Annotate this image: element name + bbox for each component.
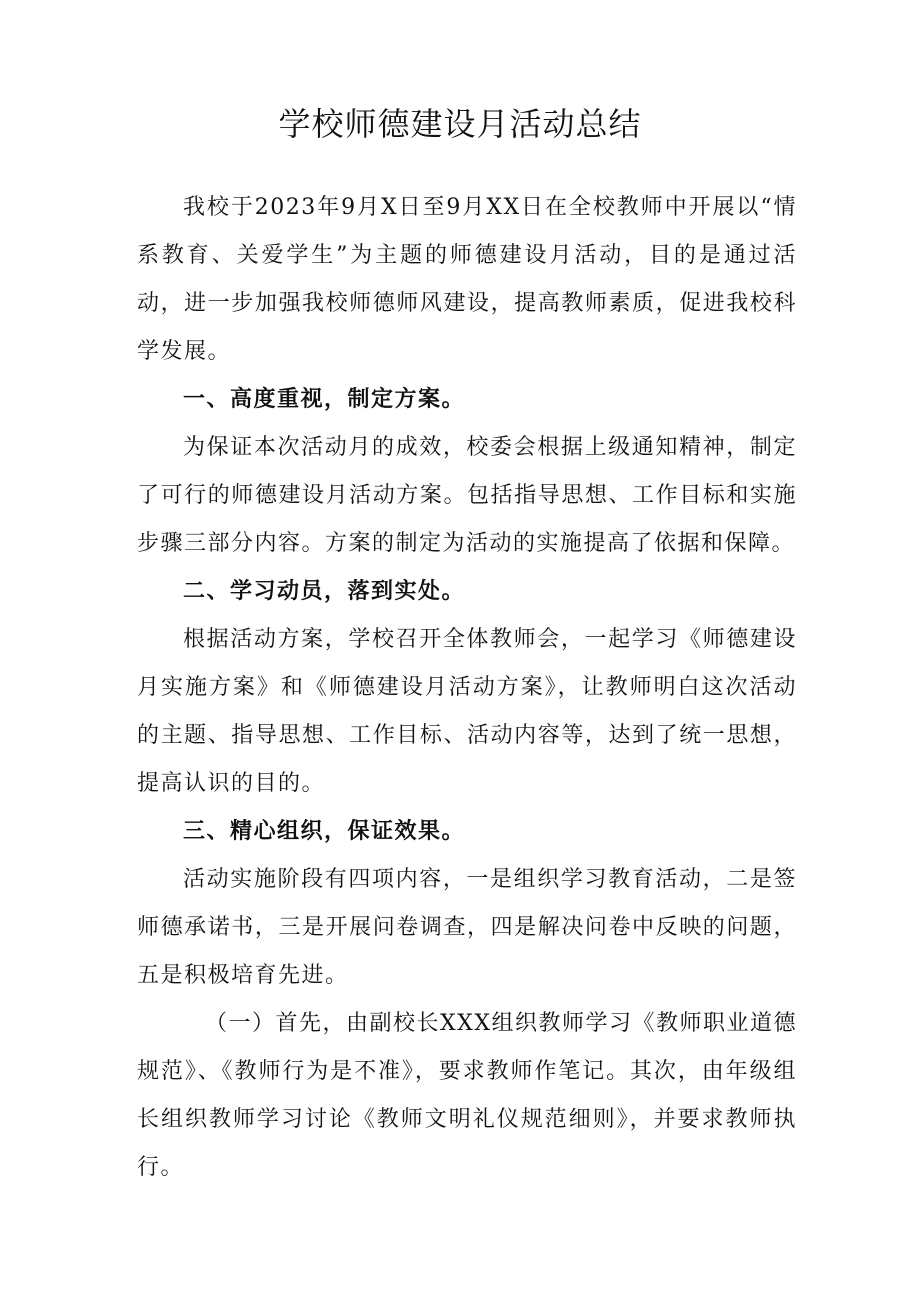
subsection-1-paragraph: （一）首先，由副校长XXX组织教师学习《教师职业道德规范》、《教师行为是不准》，要求教师作笔记。其次，由年级组长组织教师学习讨论《教师文明礼仪规范细则》，并要求教师执行。 (137, 1011, 797, 1180)
section-2-heading: 二、学习动员，落到实处。 (183, 579, 466, 604)
section-2-body: 根据活动方案，学校召开全体教师会，一起学习《师德建设月实施方案》和《师德建设月活动方案》，让教师明白这次活动的主题、指导思想、工作目标、活动内容等，达到了统一思想，提高认识的目的。 (137, 627, 797, 796)
section-3-body: 活动实施阶段有四项内容，一是组织学习教育活动，二是签师德承诺书，三是开展问卷调查，四是解决问卷中反映的问题，五是积极培育先进。 (137, 867, 797, 988)
section-1-body: 为保证本次活动月的成效，校委会根据上级通知精神，制定了可行的师德建设月活动方案。包括指导思想、工作目标和实施步骤三部分内容。方案的制定为活动的实施提高了依据和保障。 (137, 435, 797, 556)
document-body (137, 184, 797, 1192)
section-3-heading: 三、精心组织，保证效果。 (183, 819, 466, 844)
section-1-heading: 一、高度重视，制定方案。 (183, 387, 466, 412)
intro-paragraph: 我校于2023年9月X日至9月XX日在全校教师中开展以“情系教育、关爱学生”为主题的师德建设月活动，目的是通过活动，进一步加强我校师德师风建设，提高教师素质，促进我校科学发展。 (137, 195, 797, 364)
document-title: 学校师德建设月活动总结 (278, 105, 642, 143)
